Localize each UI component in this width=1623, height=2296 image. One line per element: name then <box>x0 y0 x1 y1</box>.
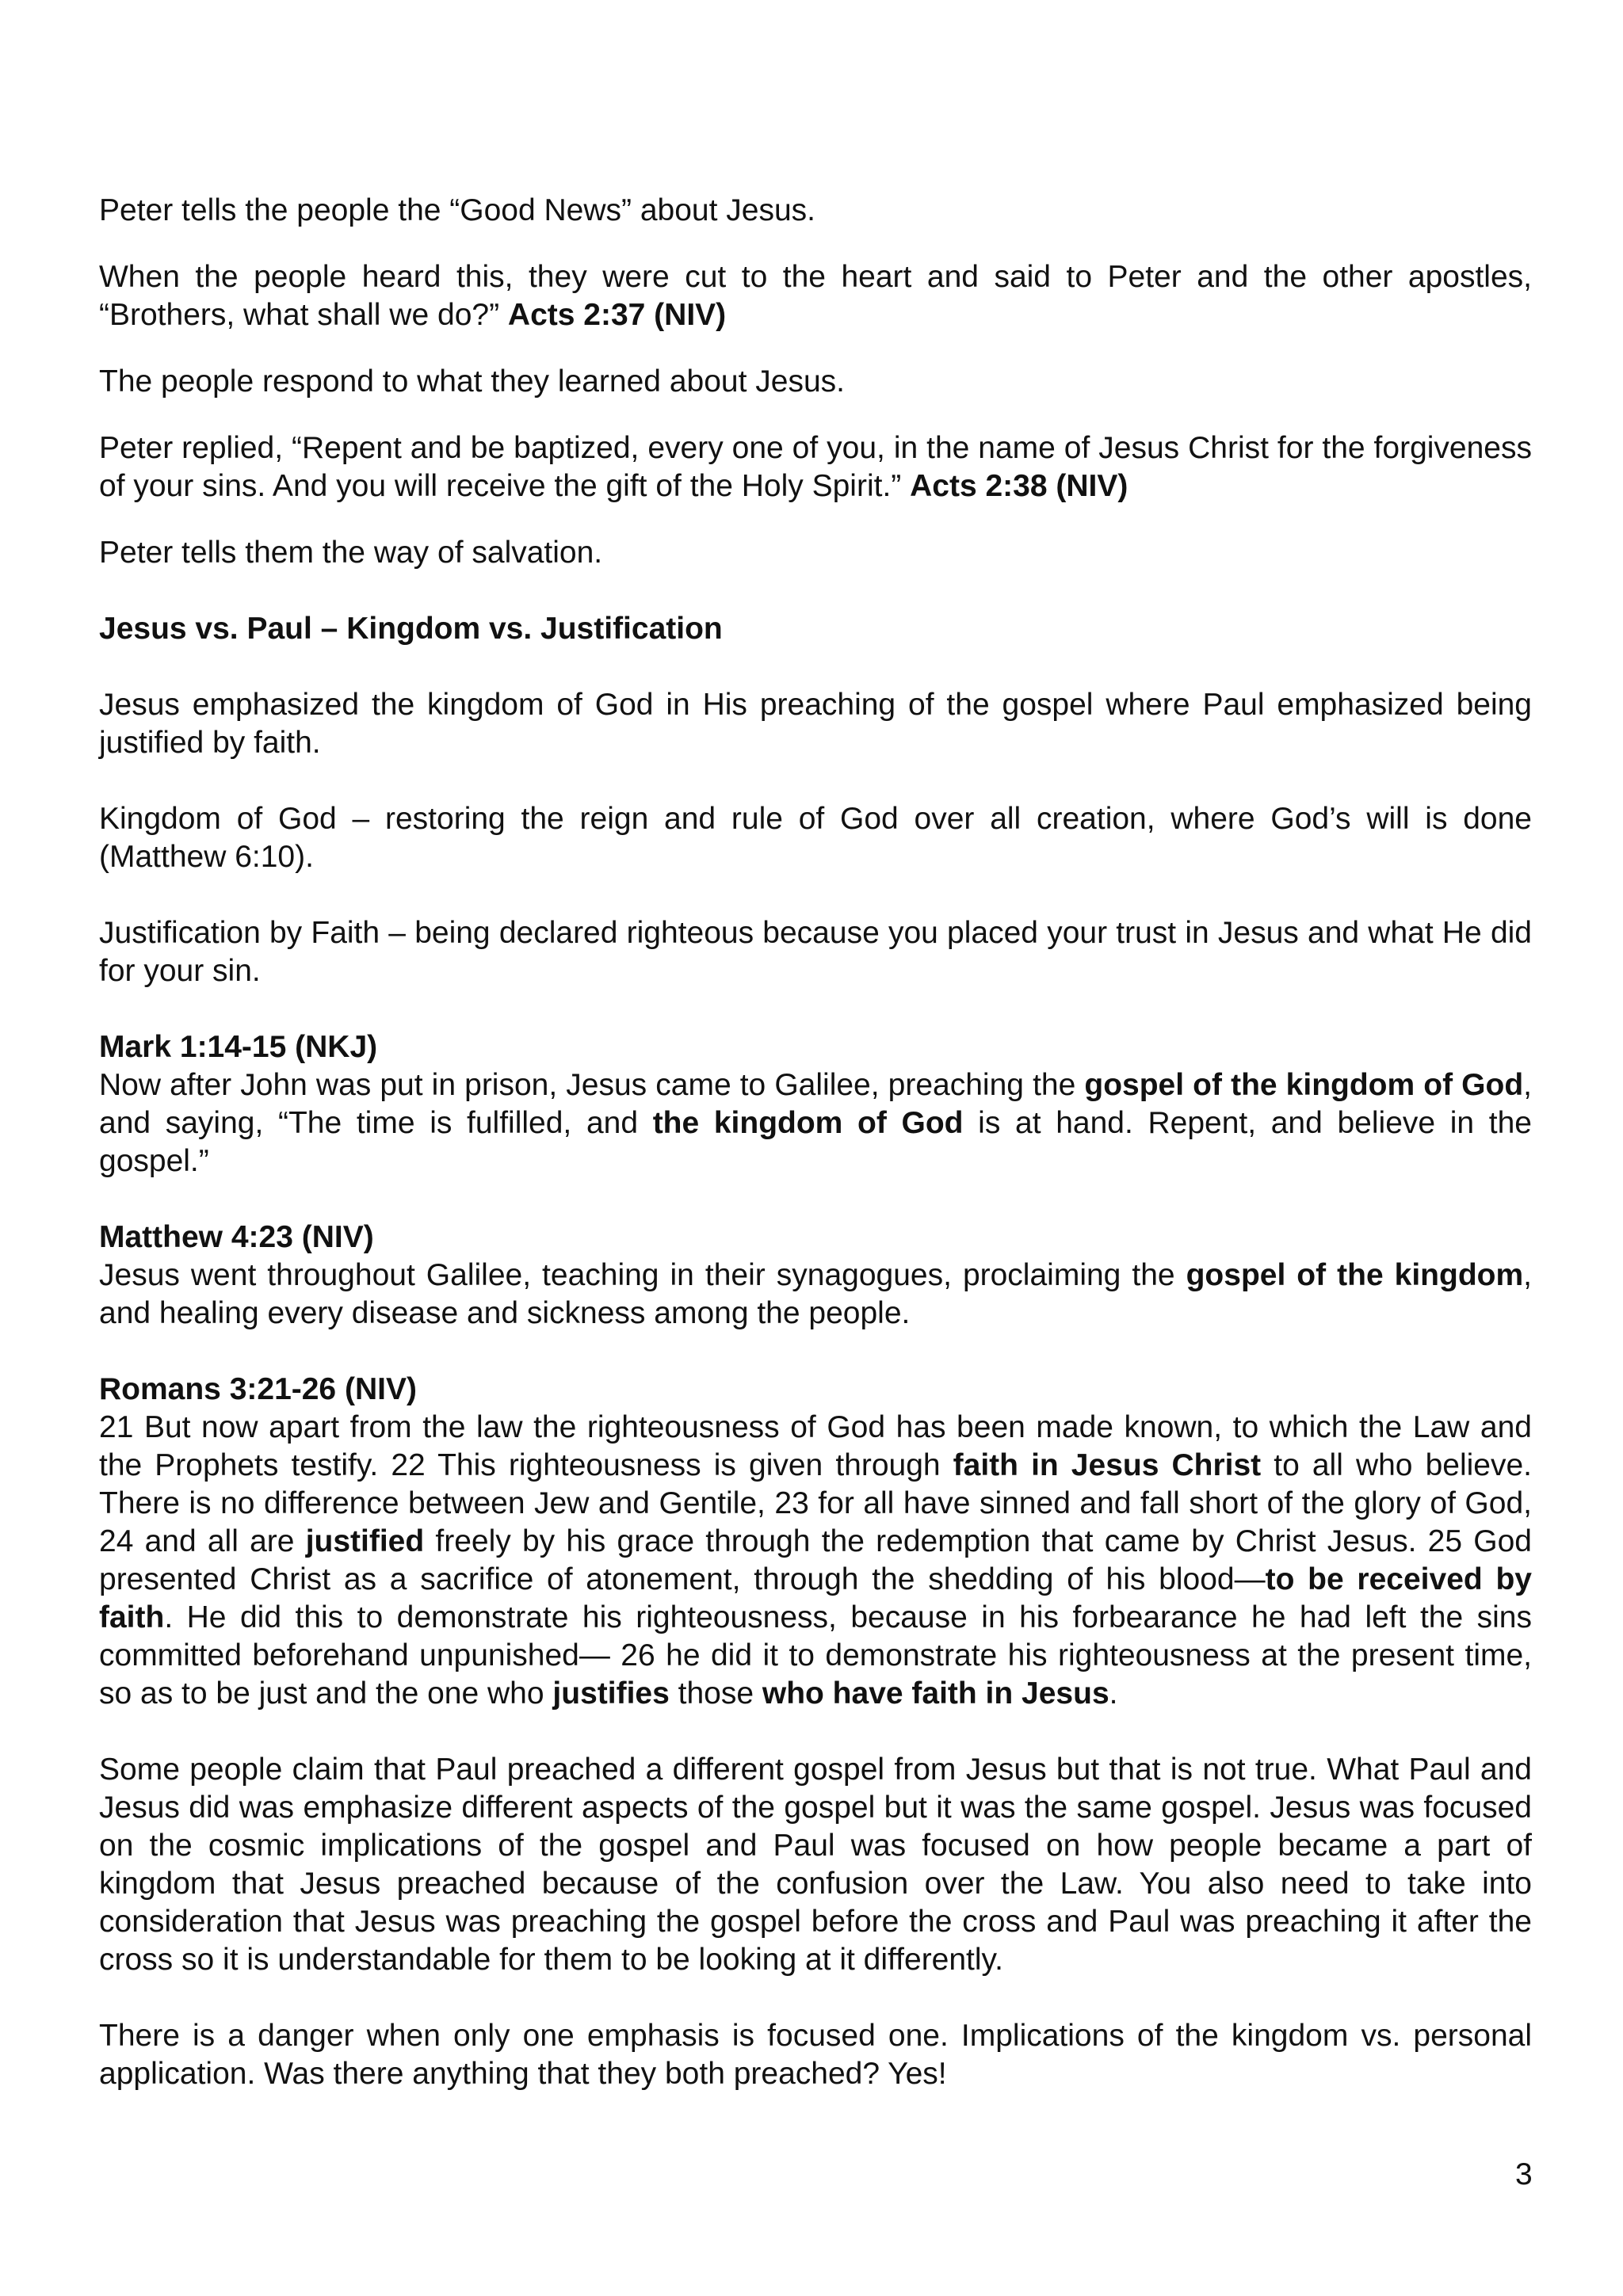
romans-text-6: . <box>1109 1676 1118 1711</box>
paragraph-justification-definition: Justification by Faith – being declared righteous because you placed your trust in Jesus and what He did for your sin. <box>99 916 1532 988</box>
paragraph-danger-emphasis: There is a danger when only one emphasis is focused one. Implications of the kingdom vs. personal application. Was there anything that they both preached? Yes! <box>99 2019 1532 2091</box>
matthew-text-1: Jesus went throughout Galilee, teaching in their synagogues, proclaiming the <box>99 1258 1186 1292</box>
romans-bold-3: to be received by faith <box>99 1562 1532 1634</box>
romans-bold-2: justified <box>305 1524 425 1558</box>
section-heading: Jesus vs. Paul – Kingdom vs. Justification <box>99 612 723 646</box>
romans-reference: Romans 3:21-26 (NIV) <box>99 1372 417 1406</box>
acts-2-37-text: When the people heard this, they were cut to the heart and said to Peter and the other apostles, “Brothers, what shall we do?” <box>99 260 1532 332</box>
romans-passage <box>99 1409 1532 1713</box>
romans-bold-5: who have faith in Jesus <box>762 1676 1109 1711</box>
acts-2-38-text: Peter replied, “Repent and be baptized, every one of you, in the name of Jesus Christ for the forgiveness of your sins. And you will receive the gift of the Holy Spirit.” <box>99 431 1532 503</box>
romans-bold-4: justifies <box>552 1676 670 1711</box>
paragraph-same-gospel: Some people claim that Paul preached a different gospel from Jesus but that is not true. What Paul and Jesus did was emphasize different aspects of the gospel but it was the same gospel. Jesus was focused on the cosmic implications of the gospel and Paul was focused on how people became a part of kingdom that Jesus preached because of the confusion over the Law. You also need to take into consideration that Jesus was preaching the gospel before the cross and Paul was preaching it after the cross so it is understandable for them to be looking at it differently. <box>99 1753 1532 1977</box>
paragraph-way-of-salvation: Peter tells them the way of salvation. <box>99 536 603 570</box>
paragraph-good-news: Peter tells the people the “Good News” about Jesus. <box>99 193 816 227</box>
acts-2-37-reference: Acts 2:37 (NIV) <box>507 298 727 332</box>
romans-text-1: 21 But now apart from the law the righteousness of God has been made known, to which the Law and the Prophets testify. 22 This righteousness is given through <box>99 1410 1532 1482</box>
mark-text-2: , and saying, “The time is fulfilled, and <box>99 1068 1532 1140</box>
paragraph-section-intro: Jesus emphasized the kingdom of God in His preaching of the gospel where Paul emphasized being justified by faith. <box>99 688 1532 760</box>
romans-text-2: to all who believe. There is no difference between Jew and Gentile, 23 for all have sinned and fall short of the glory of God, 24 and all are <box>99 1448 1532 1558</box>
mark-text-1: Now after John was put in prison, Jesus came to Galilee, preaching the <box>99 1068 1085 1102</box>
paragraph-acts-2-37 <box>99 258 1532 334</box>
paragraph-people-respond: The people respond to what they learned about Jesus. <box>99 364 845 399</box>
mark-reference: Mark 1:14-15 (NKJ) <box>99 1030 378 1064</box>
romans-bold-1: faith in Jesus Christ <box>953 1448 1262 1482</box>
acts-2-38-reference: Acts 2:38 (NIV) <box>910 469 1128 503</box>
matthew-reference: Matthew 4:23 (NIV) <box>99 1220 374 1254</box>
romans-text-5: those <box>669 1676 762 1711</box>
matthew-text-2: , and healing every disease and sickness among the people. <box>99 1258 1532 1330</box>
mark-text-3: is at hand. Repent, and believe in the gospel.” <box>99 1106 1532 1178</box>
matthew-bold-1: gospel of the kingdom <box>1186 1258 1524 1292</box>
paragraph-kingdom-definition: Kingdom of God – restoring the reign and rule of God over all creation, where God’s will is done (Matthew 6:10). <box>99 802 1532 874</box>
romans-text-4: . He did this to demonstrate his righteousness, because in his forbearance he had left the sins committed beforehand unpunished— 26 he did it to demonstrate his righteousness at the present time, so as to be just and the one who <box>99 1600 1532 1711</box>
page-number: 3 <box>1515 2157 1533 2191</box>
romans-text-3: freely by his grace through the redemption that came by Christ Jesus. 25 God presented Christ as a sacrifice of atonement, through the shedding of his blood— <box>99 1524 1532 1596</box>
matthew-passage <box>99 1257 1532 1333</box>
paragraph-acts-2-38 <box>99 429 1532 505</box>
mark-bold-2: the kingdom of God <box>652 1106 964 1140</box>
mark-passage <box>99 1066 1532 1180</box>
document-page <box>99 192 1532 2093</box>
mark-bold-1: gospel of the kingdom of God <box>1084 1068 1524 1102</box>
